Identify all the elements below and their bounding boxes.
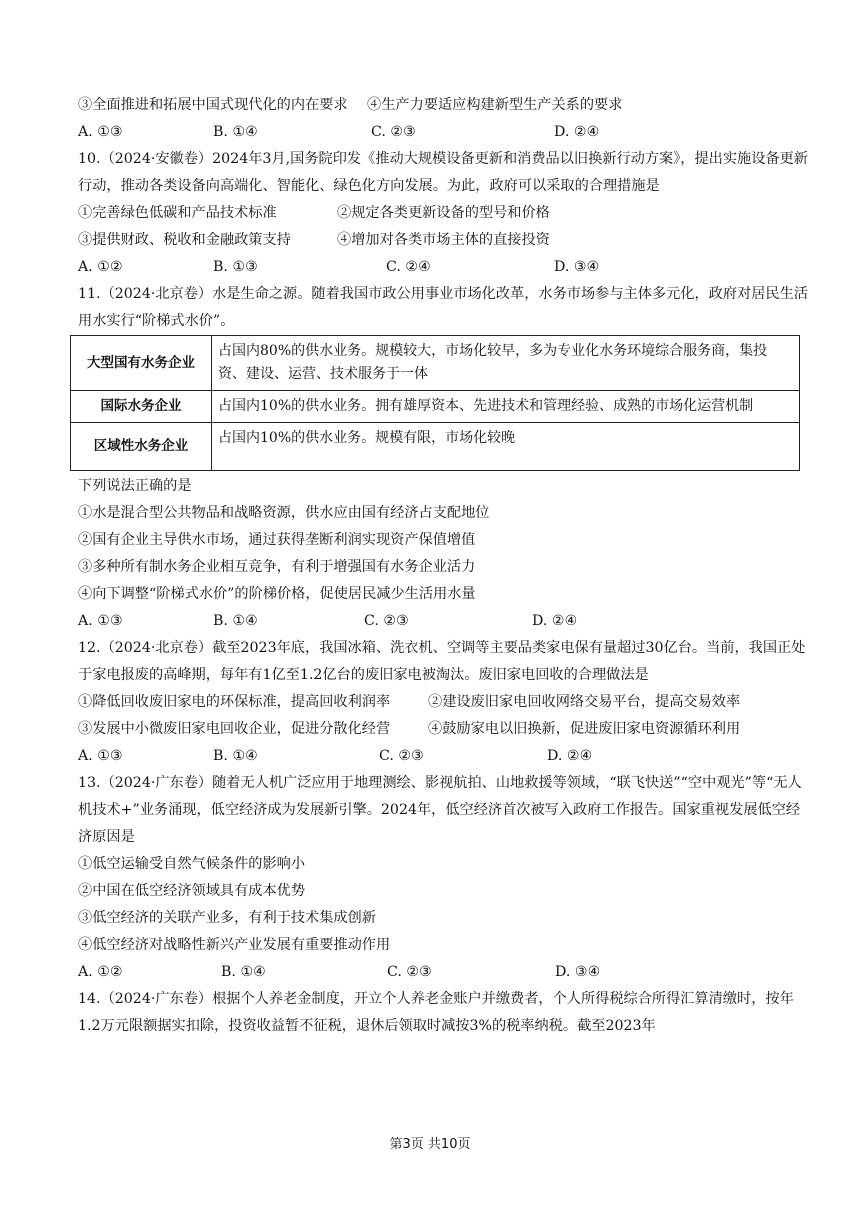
page-footer: 第3页 共10页 [389,1137,471,1152]
table-row-text: 占国内10%的供水业务。拥有雄厚资本、先进技术和管理经验、成熟的市场化运营机制 [212,391,800,423]
table-row-text: 占国内80%的供水业务。规模较大，市场化较早，多为专业化水务环境综合服务商，集投资、建设、运营、技术服务于一体 [212,336,800,391]
q10-choice-d: D. ③④ [554,259,600,275]
q13-choice-d: D. ③④ [555,964,601,980]
q11-question: 下列说法正确的是 [78,478,192,494]
table-row-text: 占国内10%的供水业务。规模有限，市场化较晚 [212,423,800,471]
document-page [78,92,808,1040]
q12-option-1: ①降低回收废旧家电的环保标准，提高回收利润率 [78,694,391,710]
q12-choices [78,743,808,770]
q12-option-3: ③发展中小微废旧家电回收企业，促进分散化经营 [78,721,391,737]
q9-choice-a: A. ①③ [78,124,123,140]
q13-option-2: ②中国在低空经济领域具有成本优势 [78,883,306,899]
table-row-head: 国际水务企业 [71,391,212,423]
q13-option-1: ①低空运输受自然气候条件的影响小 [78,856,306,872]
q11-option-1: ①水是混合型公共物品和战略资源，供水应由国有经济占支配地位 [78,505,490,521]
q11-stem: 11.（2024·北京卷）水是生命之源。随着我国市政公用事业市场化改革，水务市场参与主体多元化，政府对居民生活用水实行“阶梯式水价”。 [78,286,808,329]
q13-choice-a: A. ①② [78,964,123,980]
q9-option-3: ③全面推进和拓展中国式现代化的内在要求 [78,97,348,113]
q11-option-2: ②国有企业主导供水市场，通过获得垄断利润实现资产保值增值 [78,532,476,548]
water-enterprise-table [70,335,800,471]
table-row [71,391,800,423]
q11-option-4: ④向下调整“阶梯式水价”的阶梯价格，促使居民减少生活用水量 [78,586,476,602]
q13-choice-c: C. ②③ [387,964,432,980]
q11-choice-a: A. ①③ [78,613,123,629]
table-row-head: 大型国有水务企业 [71,336,212,391]
q10-option-3: ③提供财政、税收和金融政策支持 [78,232,291,248]
q10-stem: 10.（2024·安徽卷）2024年3月,国务院印发《推动大规模设备更新和消费品以旧换新行动方案》，提出实施设备更新行动，推动各类设备向高端化、智能化、绿色化方向发展。为此，政府可以采取的合理措施是 [78,151,808,194]
table-row [71,336,800,391]
q13-choices [78,959,808,986]
q10-choice-a: A. ①② [78,259,123,275]
q11-choice-d: D. ②④ [532,613,578,629]
q13-option-4: ④低空经济对战略性新兴产业发展有重要推动作用 [78,937,391,953]
q12-choice-b: B. ①④ [213,748,258,764]
q10-choices [78,254,808,281]
q12-option-2: ②建设废旧家电回收网络交易平台，提高交易效率 [428,694,741,710]
q11-choice-b: B. ①④ [213,613,258,629]
q12-options-row-2 [78,716,808,743]
q12-choice-d: D. ②④ [547,748,593,764]
q13-choice-b: B. ①④ [221,964,266,980]
q11-choices [78,608,808,635]
q12-options-row-1 [78,689,808,716]
table-row-head: 区域性水务企业 [71,423,212,471]
q9-choice-d: D. ②④ [554,124,600,140]
q10-options-row-1 [78,200,808,227]
q11-choice-c: C. ②③ [364,613,409,629]
q11-option-3: ③多种所有制水务企业相互竞争，有利于增强国有水务企业活力 [78,559,476,575]
q10-option-1: ①完善绿色低碳和产品技术标准 [78,205,277,221]
q9-options-row [78,92,808,119]
q10-options-row-2 [78,227,808,254]
q13-option-3: ③低空经济的关联产业多，有利于技术集成创新 [78,910,376,926]
q10-choice-b: B. ①③ [213,259,258,275]
q13-stem: 13.（2024·广东卷）随着无人机广泛应用于地理测绘、影视航拍、山地救援等领域，“联飞快送”“空中观光”等“无人机技术+”业务涌现，低空经济成为发展新引擎。2024年，低空经济首次被写入政府工作报告。国家重视发展低空经济原因是 [78,775,802,845]
q9-choices [78,119,808,146]
q9-choice-b: B. ①④ [213,124,258,140]
q12-stem: 12.（2024·北京卷）截至2023年底，我国冰箱、洗衣机、空调等主要品类家电保有量超过30亿台。当前，我国正处于家电报废的高峰期，每年有1亿至1.2亿台的废旧家电被淘汰。废旧家电回收的合理做法是 [78,640,806,683]
table-row [71,423,800,471]
q9-option-4: ④生产力要适应构建新型生产关系的要求 [367,97,623,113]
q14-stem: 14.（2024·广东卷）根据个人养老金制度，开立个人养老金账户并缴费者，个人所得税综合所得汇算清缴时，按年1.2万元限额据实扣除，投资收益暂不征税，退休后领取时减按3%的税率纳税。截至2023年 [78,991,794,1034]
q9-choice-c: C. ②③ [371,124,416,140]
q10-option-2: ②规定各类更新设备的型号和价格 [337,205,550,221]
q10-choice-c: C. ②④ [386,259,431,275]
q12-choice-c: C. ②③ [379,748,424,764]
q10-option-4: ④增加对各类市场主体的直接投资 [337,232,550,248]
q12-option-4: ④鼓励家电以旧换新，促进废旧家电资源循环利用 [428,721,741,737]
q12-choice-a: A. ①③ [78,748,123,764]
